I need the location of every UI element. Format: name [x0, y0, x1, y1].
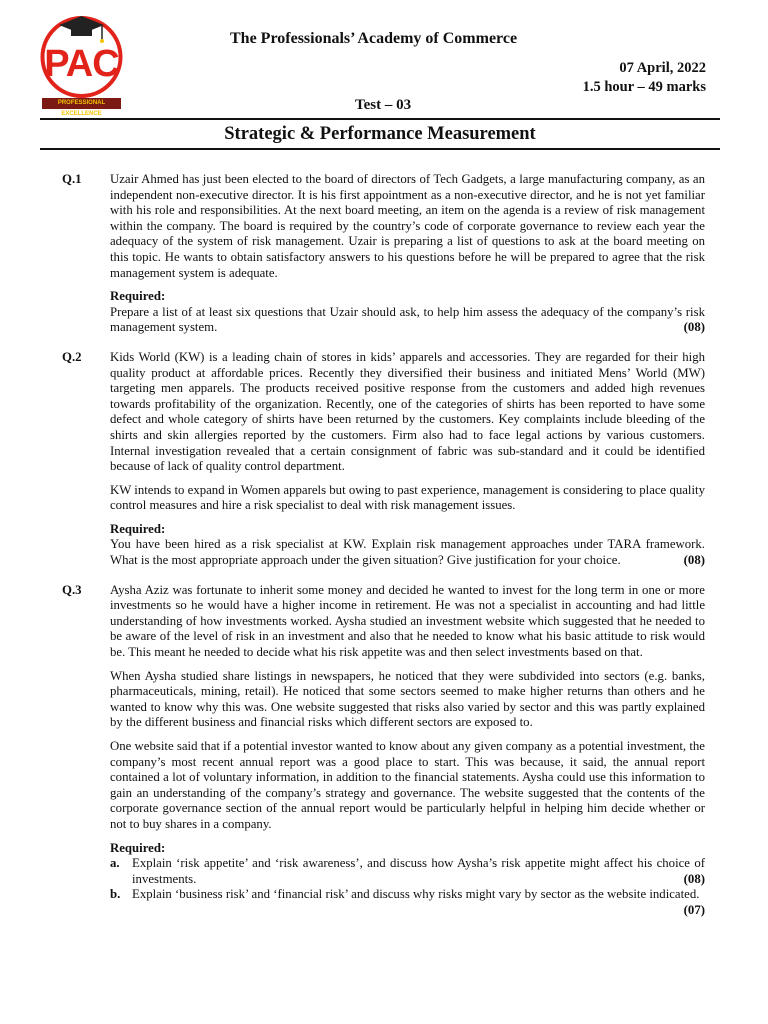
- subject-title: Strategic & Performance Measurement: [40, 118, 720, 150]
- required-heading: Required:: [110, 289, 166, 304]
- exam-info: [583, 59, 706, 97]
- sub-question-b: b. Explain ‘business risk’ and ‘financial risk’ and discuss why risks might vary by sector as the website indicated. (07): [110, 887, 705, 917]
- required-text: Prepare a list of at least six questions that Uzair should ask, to help him assess the adequacy of the company’s risk management system. (08): [110, 304, 705, 335]
- sub-question-a: a. Explain ‘risk appetite’ and ‘risk awareness’, and discuss how Aysha’s risk appetite might affect his choice of investments. (08): [110, 856, 705, 886]
- test-number: Test – 03: [355, 97, 412, 113]
- required-heading: Required:: [110, 521, 166, 536]
- question-text: When Aysha studied share listings in newspapers, he noticed that they were subdivided into sectors (e.g. banks, pharmaceuticals, mining, retail). He noticed that some sectors seemed to make higher returns than others and he wanted to know why this was. One website suggested that risks also varied by sector and this was partly explained by the different business and financial risks which different sectors are exposed to.: [110, 668, 705, 730]
- exam-duration: 1.5 hour – 49 marks: [582, 79, 706, 95]
- marks: (08): [683, 871, 705, 886]
- question-text: One website said that if a potential investor wanted to know about any given company as a potential investment, the company’s most recent annual report was a good place to start. This was because, it said, the annual report contained a lot of voluntary information, in addition to the financial statements. Aysha could use this information to gain an understanding of the company’s strategy and governance. The website suggested that the contents of the corporate governance section of the annual report would be particularly helpful in helping him decide whether or not to buy shares in a company.: [110, 739, 705, 831]
- question-number: Q.1: [62, 172, 82, 186]
- marks: (07): [683, 902, 705, 917]
- question-1: [62, 172, 705, 336]
- question-text: KW intends to expand in Women apparels but owing to past experience, management is considering to place quality control measures and hire a risk specialist to deal with risk management issues.: [110, 482, 705, 513]
- exam-date: 07 April, 2022: [619, 60, 706, 76]
- marks: (08): [683, 553, 705, 568]
- sub-label: b.: [110, 887, 121, 902]
- marks: (08): [683, 320, 705, 335]
- question-number: Q.2: [62, 349, 82, 364]
- academy-name: The Professionals’ Academy of Commerce: [230, 30, 518, 47]
- question-text: Kids World (KW) is a leading chain of stores in kids’ apparels and accessories. They are regarded for their high quality product at affordable prices. Recently they diversified their business and initiated Mens’ World (MW) targeting men apparels. The products received positive response from the customers and added high revenues towards profitability of the organization. Recently, one of the categories of shirts has been reported to have some defect and whole category of shirts have been returned by the customers. Key complaints include bleeding of the shirts and skin allergies reported by the customers. Firm also had to face legal actions by various customers. Internal investigation revealed that a certain consignment of fabric was sub-standard and it could be identified because of lack of quality control department.: [110, 349, 705, 474]
- question-paper: [62, 172, 705, 933]
- question-text: Uzair Ahmed has just been elected to the board of directors of Tech Gadgets, a large manufacturing company, as an independent non-executive director. It is his first appointment as a non-executive director, and he is not yet familiar with his role and responsibilities. At the next board meeting, an item on the agenda is a review of risk management within the company. The board is required by the country’s code of corporate governance to review each year the adequacy of the system of risk management. Uzair is preparing a list of questions to ask at the board meeting on this topic. He wants to obtain satisfactory answers to his questions before he will be prepared to agree that the risk management system is adequate.: [110, 172, 705, 280]
- logo-text: PAC: [44, 43, 119, 85]
- question-text: Aysha Aziz was fortunate to inherit some money and decided he wanted to invest for the long term in one or more investments so he would have a higher income in retirement. He was not a specialist in accounting and had little understanding of how investments worked. Aysha studied an investment website which suggested that he needed to be aware of the level of risk in an investment and also that he needed to know what his basic attitude to risk would be. This meant he needed to decide what his risk appetite was and then select investments based on that.: [110, 582, 705, 660]
- question-3: [62, 583, 705, 919]
- logo-tagline: PROFESSIONAL EXCELLENCE: [42, 98, 121, 109]
- required-text: You have been hired as a risk specialist at KW. Explain risk management approaches under TARA framework. What is the most appropriate approach under the given situation? Give justification for your choice. (08): [110, 537, 705, 568]
- pac-logo: [40, 12, 123, 117]
- question-2: [62, 350, 705, 569]
- question-number: Q.3: [62, 582, 82, 597]
- required-heading: Required:: [110, 840, 166, 855]
- sub-label: a.: [110, 856, 120, 871]
